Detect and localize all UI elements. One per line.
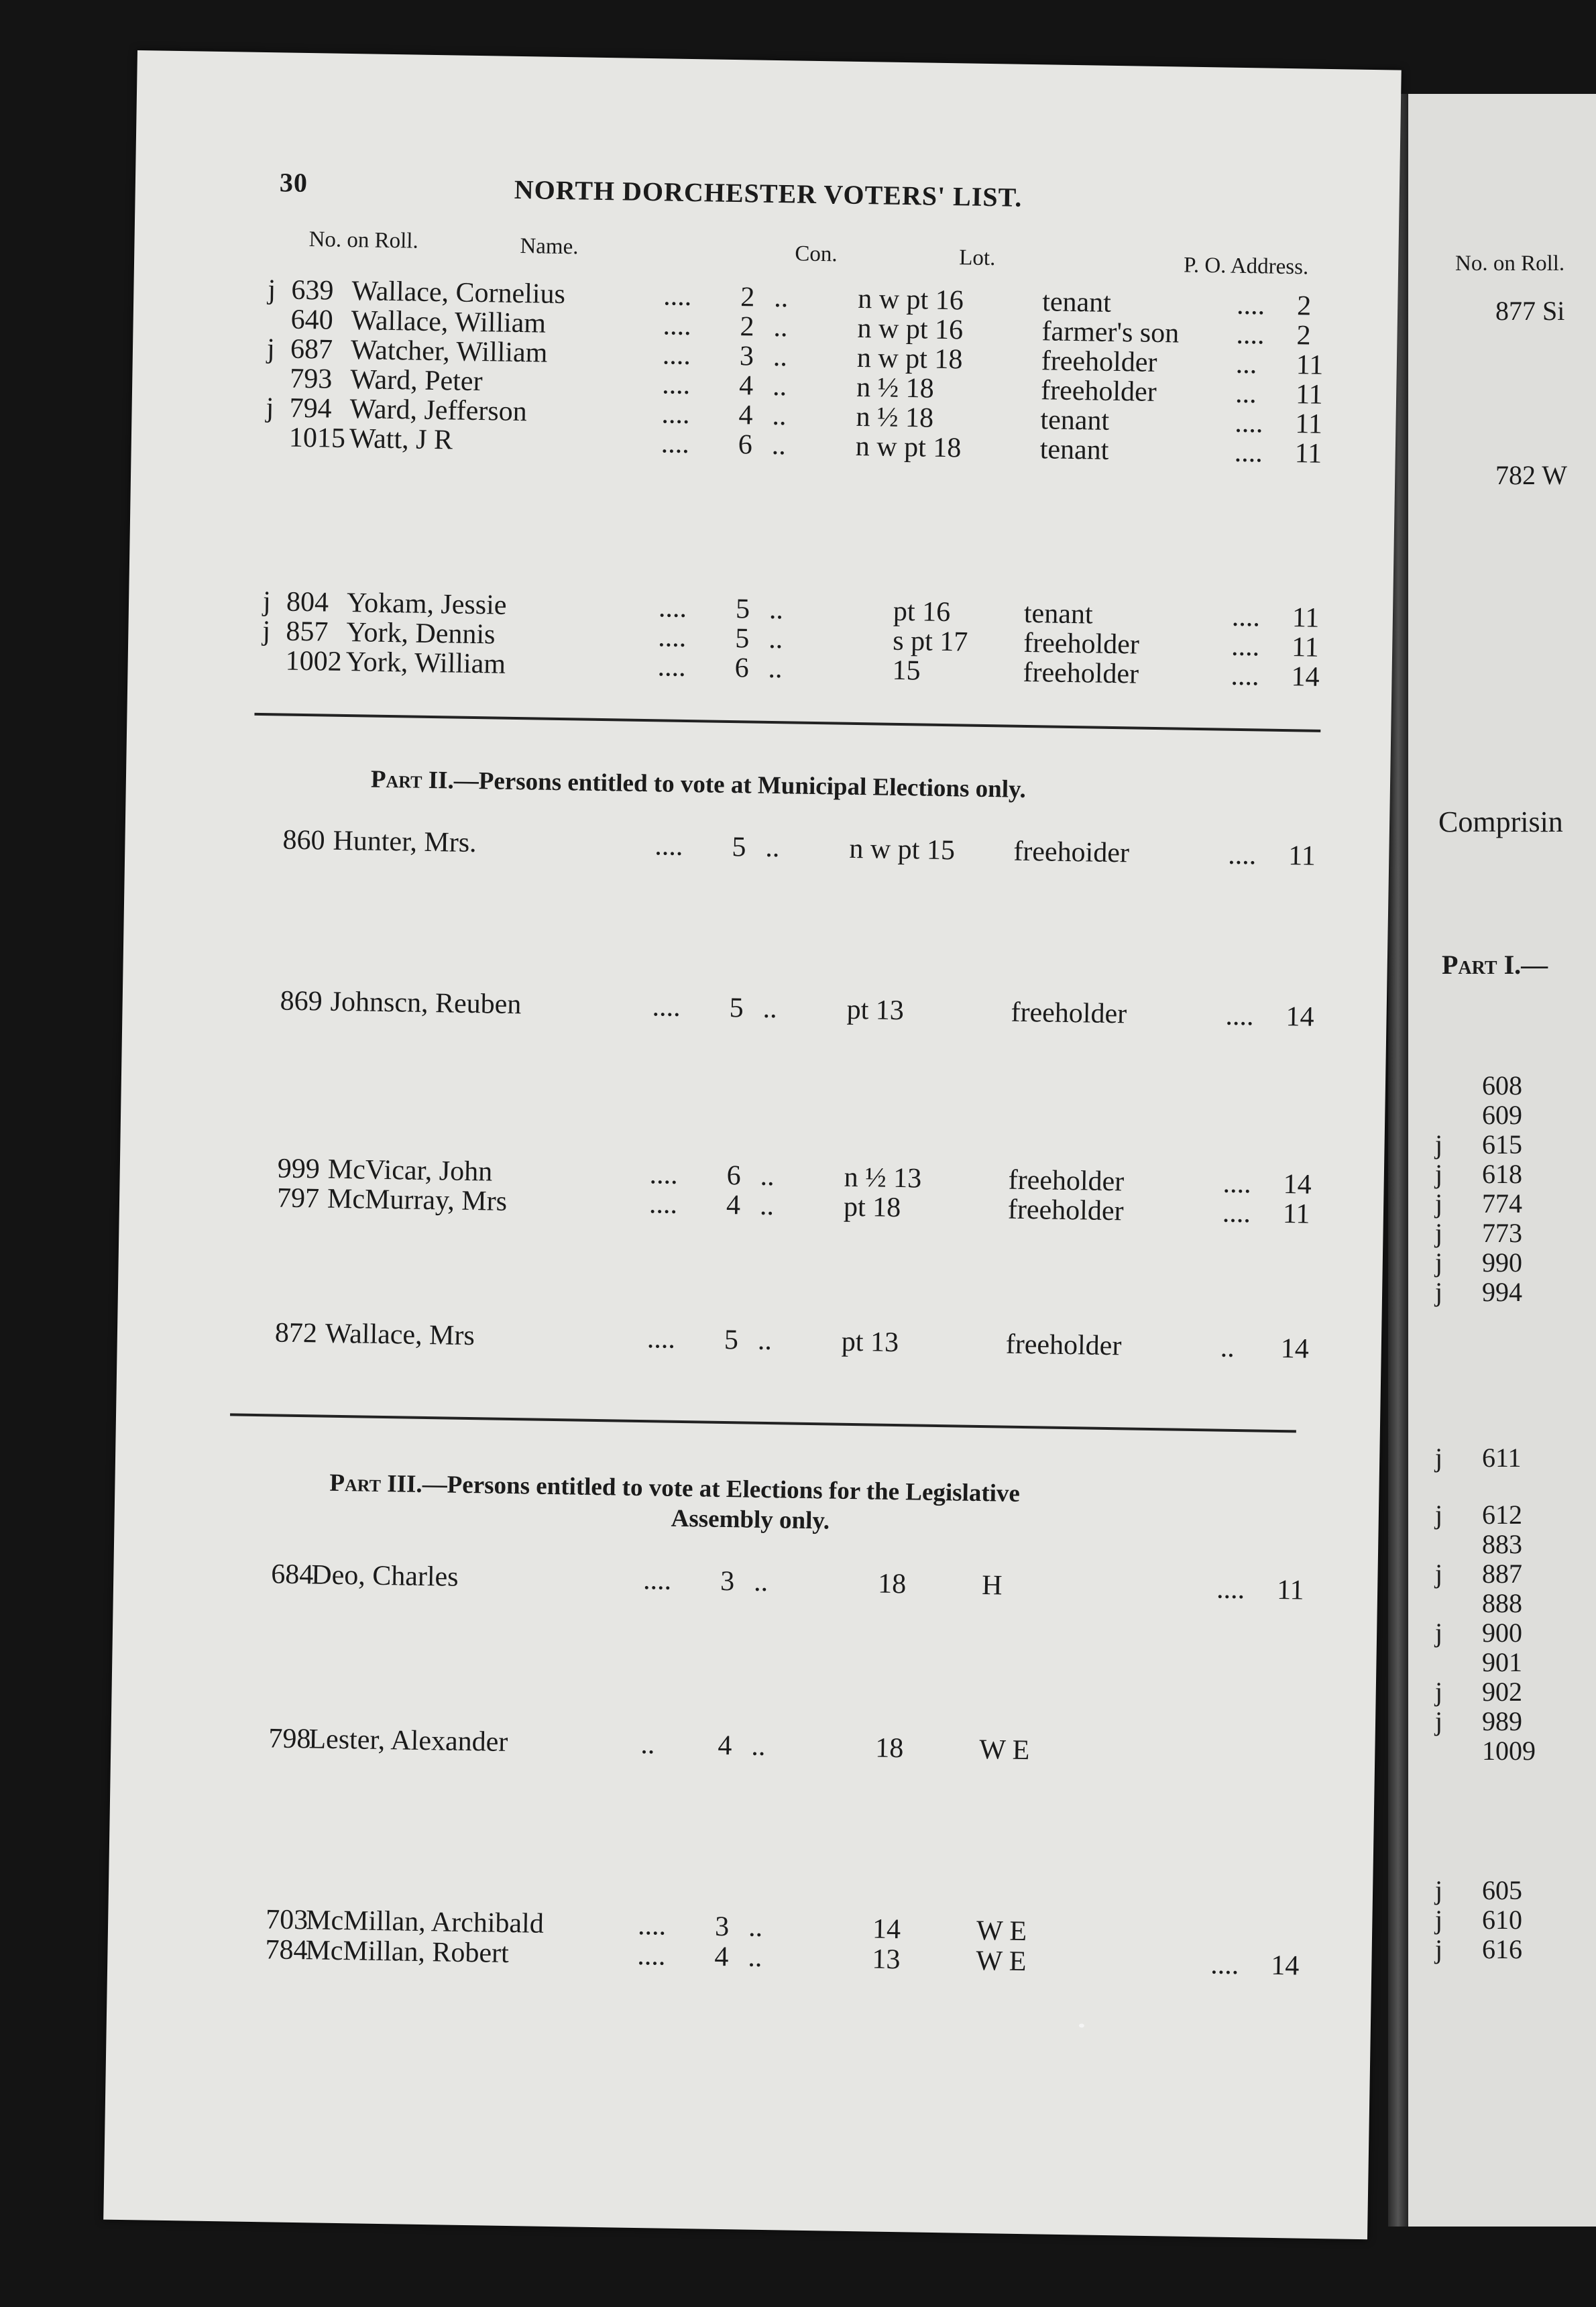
po-address: 2 — [1296, 290, 1312, 322]
facing-part-heading: Part I.— — [1442, 950, 1548, 980]
status: farmer's son — [1041, 316, 1180, 349]
status: freeholder — [1023, 657, 1139, 690]
roll-number: 618 — [1482, 1159, 1522, 1189]
roll-number: 860 — [282, 824, 325, 856]
leader-dots: .... — [661, 398, 690, 431]
roll-number: 784 — [265, 1934, 308, 1966]
page-number: 30 — [279, 167, 308, 199]
roll-number: 900 — [1482, 1618, 1522, 1648]
status: freeholder — [1008, 1164, 1125, 1198]
concession: 2 — [740, 282, 755, 313]
leader-dots: .. — [748, 1942, 762, 1973]
roll-number: 611 — [1482, 1443, 1522, 1473]
lot: n ½ 18 — [856, 401, 934, 434]
entry-mark: j — [1435, 1559, 1443, 1589]
roll-number: 610 — [1482, 1905, 1522, 1935]
leader-dots: .... — [1225, 1000, 1254, 1032]
leader-dots: .... — [657, 622, 687, 653]
concession: 6 — [738, 429, 753, 461]
roll-number: 684 — [270, 1559, 314, 1591]
roll-number: 640 — [290, 304, 334, 336]
lot: pt 16 — [893, 596, 951, 628]
concession: 3 — [739, 341, 754, 372]
leader-dots: .... — [658, 592, 687, 624]
part3-label: Part III. — [329, 1469, 423, 1498]
leader-dots: .... — [661, 428, 690, 459]
voter-name: McMillan, Archibald — [305, 1905, 545, 1939]
po-address: 14 — [1280, 1333, 1310, 1365]
status: freeholder — [1005, 1329, 1122, 1362]
concession: 5 — [735, 594, 750, 625]
entry-mark: j — [1435, 1159, 1443, 1189]
lot: 14 — [872, 1913, 901, 1946]
leader-dots: .... — [642, 1565, 672, 1596]
status: tenant — [1040, 404, 1110, 437]
leader-dots: .... — [646, 1323, 676, 1355]
roll-number: 1009 — [1482, 1736, 1536, 1766]
lot: n w pt 18 — [856, 342, 963, 376]
status: tenant — [1039, 434, 1109, 466]
leader-dots: ... — [1235, 348, 1257, 380]
roll-number: 888 — [1482, 1588, 1522, 1618]
roll-number: 804 — [286, 586, 329, 618]
entry-mark: j — [1435, 1934, 1443, 1964]
lot: pt 18 — [843, 1191, 901, 1224]
voter-name: York, William — [345, 646, 506, 680]
entry-mark: j — [1435, 1677, 1443, 1707]
concession: 4 — [738, 370, 754, 402]
concession: 3 — [714, 1911, 730, 1943]
leader-dots: .... — [637, 1910, 667, 1942]
roll-number: 616 — [1482, 1934, 1522, 1964]
roll-number: 872 — [274, 1317, 318, 1349]
concession: 4 — [714, 1941, 729, 1973]
entry-mark: j — [266, 333, 276, 365]
facing-row: 782 W — [1495, 460, 1568, 490]
lot: n w pt 18 — [855, 431, 962, 464]
leader-dots: ... — [1235, 378, 1257, 410]
roll-number: 798 — [268, 1723, 311, 1755]
po-address: 11 — [1276, 1574, 1304, 1606]
roll-number: 1015 — [288, 422, 346, 454]
roll-number: 887 — [1482, 1559, 1522, 1589]
part2-heading — [371, 765, 1026, 804]
voter-name: McVicar, John — [327, 1154, 493, 1188]
po-address: 11 — [1291, 632, 1320, 663]
entry-mark: j — [266, 392, 274, 424]
concession: 5 — [732, 832, 746, 863]
leader-dots: .. — [762, 993, 778, 1025]
roll-number: 687 — [290, 333, 333, 365]
concession: 2 — [740, 311, 754, 343]
roll-number: 990 — [1482, 1247, 1522, 1278]
entry-mark: j — [268, 274, 276, 306]
leader-dots: .... — [662, 339, 691, 372]
concession: 6 — [726, 1160, 742, 1192]
status: freehoider — [1013, 836, 1130, 869]
entry-mark: j — [1435, 1905, 1443, 1935]
facing-row: 877 Si — [1495, 296, 1565, 326]
part2-title: —Persons entitled to vote at Municipal Elections only. — [453, 767, 1027, 803]
leader-dots: .... — [1235, 407, 1263, 439]
leader-dots: .. — [773, 282, 789, 314]
roll-number: 773 — [1482, 1218, 1522, 1248]
leader-dots: .. — [748, 1911, 763, 1943]
voter-name: Lester, Alexander — [308, 1724, 508, 1758]
column-header-roll: No. on Roll. — [308, 227, 419, 254]
entry-mark: j — [1435, 1443, 1443, 1473]
entry-mark: j — [1435, 1277, 1443, 1307]
entry-mark: j — [1435, 1500, 1443, 1530]
lot: pt 13 — [841, 1326, 899, 1359]
leader-dots: .. — [773, 311, 788, 343]
leader-dots: .. — [772, 400, 787, 432]
entry-mark: j — [1435, 1188, 1443, 1219]
lot: n w pt 16 — [857, 283, 964, 317]
entry-mark: j — [1435, 1706, 1443, 1736]
column-header-con: Con. — [795, 241, 838, 267]
po-address: 11 — [1292, 602, 1320, 634]
entry-mark: j — [1435, 1218, 1443, 1248]
lot: n w pt 15 — [849, 833, 956, 866]
column-header-name: Name. — [520, 233, 579, 260]
concession: 5 — [734, 623, 750, 655]
dust-speck — [1079, 2023, 1084, 2027]
leader-dots: .. — [753, 1566, 768, 1598]
leader-dots: .. — [1220, 1332, 1235, 1363]
lot: n ½ 13 — [844, 1162, 922, 1194]
leader-dots: .. — [757, 1325, 773, 1357]
leader-dots: .... — [657, 651, 687, 683]
status: W E — [978, 1734, 1030, 1766]
leader-dots: .... — [1216, 1573, 1245, 1606]
leader-dots: .... — [1227, 839, 1257, 871]
leader-dots: .... — [1231, 630, 1260, 663]
leader-dots: .... — [1210, 1949, 1239, 1981]
leader-dots: .... — [652, 991, 681, 1023]
column-header-po-address: P. O. Address. — [1183, 253, 1309, 280]
leader-dots: .. — [759, 1190, 775, 1222]
voter-name: Wallace, Mrs — [325, 1318, 475, 1352]
part3-heading — [329, 1469, 1020, 1508]
concession: 5 — [724, 1324, 739, 1356]
lot: pt 13 — [846, 994, 905, 1027]
po-address: 2 — [1296, 320, 1311, 351]
facing-page — [1408, 94, 1596, 2227]
roll-number: 883 — [1482, 1529, 1522, 1559]
lot: 15 — [892, 655, 921, 687]
po-address: 11 — [1288, 840, 1316, 872]
roll-number: 869 — [280, 985, 323, 1017]
po-address: 14 — [1283, 1169, 1312, 1200]
voter-name: Watt, J R — [349, 423, 453, 456]
voters-list-page — [103, 50, 1402, 2239]
roll-number: 703 — [265, 1904, 308, 1936]
entry-mark: j — [1435, 1129, 1443, 1160]
leader-dots: .... — [649, 1159, 679, 1190]
roll-number: 1002 — [285, 645, 343, 677]
leader-dots: .... — [1222, 1197, 1251, 1229]
section-divider — [230, 1413, 1296, 1432]
roll-number: 994 — [1482, 1277, 1522, 1307]
po-address: 11 — [1295, 408, 1323, 440]
leader-dots: .. — [768, 594, 784, 626]
leader-dots: .... — [661, 369, 691, 401]
roll-number: 902 — [1482, 1677, 1522, 1707]
roll-number: 901 — [1482, 1647, 1522, 1677]
roll-number: 989 — [1482, 1706, 1522, 1736]
status: tenant — [1023, 598, 1093, 630]
leader-dots: .. — [771, 429, 787, 461]
lot: n ½ 18 — [856, 372, 935, 404]
concession: 6 — [734, 653, 750, 684]
leader-dots: .... — [1231, 660, 1259, 692]
voter-row — [117, 1314, 1310, 1365]
part3-title-line2: Assembly only. — [671, 1504, 830, 1535]
entry-mark: j — [1435, 1247, 1443, 1278]
status: H — [981, 1570, 1003, 1601]
voter-name: Watcher, William — [350, 335, 548, 369]
voter-name: Ward, Jefferson — [349, 394, 528, 428]
leader-dots: .. — [751, 1730, 766, 1762]
leader-dots: .. — [760, 1160, 775, 1192]
part3-title-line1: —Persons entitled to vote at Elections for the Legislative — [422, 1470, 1021, 1508]
roll-number: 774 — [1482, 1188, 1522, 1219]
voter-name: Wallace, William — [351, 305, 547, 339]
leader-dots: .. — [640, 1729, 655, 1760]
roll-number: 999 — [277, 1153, 321, 1185]
entry-mark: j — [1435, 1875, 1443, 1905]
po-address: 14 — [1270, 1950, 1300, 1982]
po-address: 11 — [1296, 349, 1324, 381]
entry-mark: j — [262, 616, 271, 647]
voter-row — [108, 1901, 1027, 1948]
voter-name: McMurray, Mrs — [327, 1183, 508, 1217]
voter-row — [107, 1931, 1300, 1982]
leader-dots: .... — [1231, 601, 1261, 633]
leader-dots: .... — [1236, 289, 1265, 321]
status: freeholder — [1011, 997, 1127, 1030]
lot: 13 — [872, 1944, 901, 1976]
lot: s pt 17 — [892, 625, 968, 658]
roll-number: 612 — [1482, 1500, 1522, 1530]
roll-number: 609 — [1482, 1100, 1522, 1130]
voter-name: Wallace, Cornelius — [351, 276, 566, 311]
leader-dots: .. — [765, 832, 780, 864]
po-address: 11 — [1294, 438, 1322, 469]
status: tenant — [1041, 286, 1112, 319]
entry-mark: j — [262, 586, 272, 618]
status: freeholder — [1007, 1194, 1124, 1227]
roll-number: 793 — [289, 363, 333, 395]
section-divider — [254, 713, 1320, 732]
concession: 3 — [720, 1565, 735, 1597]
voter-name: Deo, Charles — [310, 1559, 459, 1593]
leader-dots: .... — [663, 280, 692, 313]
po-address: 11 — [1282, 1198, 1310, 1230]
status: W E — [976, 1915, 1027, 1948]
status: freeholder — [1041, 345, 1157, 378]
leader-dots: .... — [663, 310, 692, 342]
leader-dots: .. — [773, 341, 788, 373]
concession: 4 — [726, 1190, 741, 1221]
roll-number: 857 — [286, 616, 329, 648]
page-title: NORTH DORCHESTER VOTERS' LIST. — [514, 174, 1023, 213]
roll-number: 608 — [1482, 1070, 1522, 1101]
leader-dots: .. — [768, 623, 783, 655]
po-address: 14 — [1286, 1001, 1314, 1033]
leader-dots: .... — [1222, 1168, 1252, 1200]
voter-name: Yokam, Jessie — [346, 587, 507, 621]
leader-dots: .... — [654, 830, 683, 862]
voter-row — [131, 419, 1322, 469]
lot: 18 — [875, 1732, 904, 1764]
voter-name: York, Dennis — [346, 617, 496, 651]
concession: 4 — [718, 1730, 732, 1762]
voter-name: Hunter, Mrs. — [333, 825, 477, 859]
status: W E — [976, 1945, 1027, 1978]
leader-dots: .. — [768, 653, 783, 685]
voter-name: McMillan, Robert — [305, 1935, 510, 1970]
leader-dots: .. — [772, 370, 787, 402]
voter-row — [122, 982, 1314, 1033]
leader-dots: .... — [1234, 437, 1263, 469]
roll-number: 794 — [289, 392, 332, 425]
roll-number: 605 — [1482, 1875, 1522, 1905]
leader-dots: .... — [637, 1940, 666, 1972]
facing-heading: Comprisin — [1438, 805, 1563, 838]
roll-number: 639 — [291, 274, 334, 306]
part2-label: Part II. — [370, 765, 455, 795]
concession: 4 — [738, 400, 753, 431]
roll-number: 615 — [1482, 1129, 1522, 1160]
status: freeholder — [1040, 375, 1157, 408]
entry-mark: j — [1435, 1618, 1443, 1648]
po-address: 11 — [1295, 379, 1323, 410]
leader-dots: .... — [648, 1188, 678, 1220]
roll-number: 797 — [276, 1182, 320, 1215]
facing-column-header: No. on Roll. — [1455, 251, 1565, 276]
po-address: 14 — [1291, 661, 1320, 693]
lot: 18 — [877, 1568, 907, 1600]
concession: 5 — [729, 993, 744, 1024]
voter-name: Ward, Peter — [349, 364, 483, 398]
leader-dots: .... — [1236, 319, 1265, 351]
column-header-lot: Lot. — [959, 245, 996, 271]
status: freeholder — [1023, 627, 1140, 661]
voter-row — [113, 1556, 1304, 1606]
lot: n w pt 16 — [857, 313, 964, 346]
voter-name: Johnscn, Reuben — [330, 986, 522, 1021]
